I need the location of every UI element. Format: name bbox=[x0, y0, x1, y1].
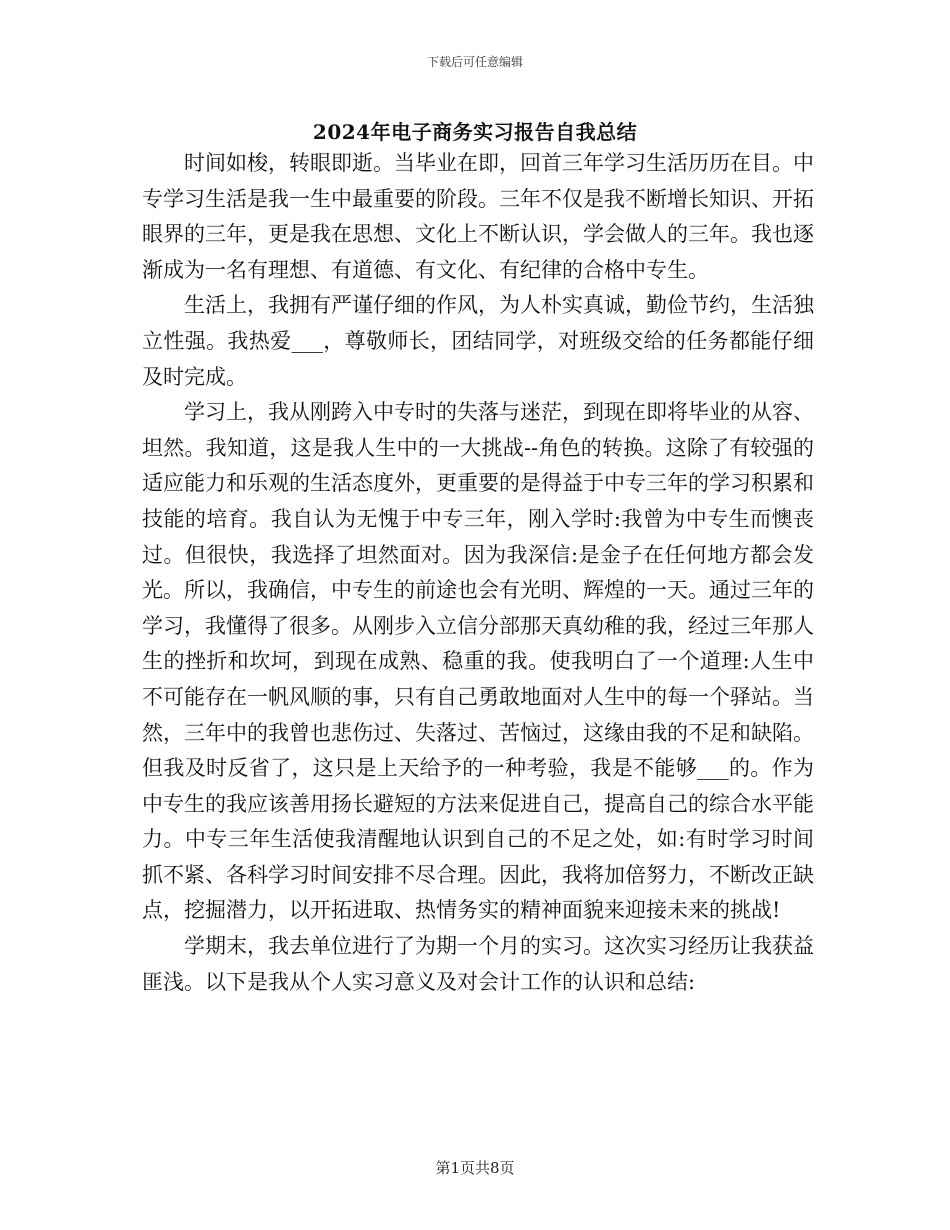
paragraph-study: 学习上，我从刚跨入中专时的失落与迷茫，到现在即将毕业的从容、坦然。我知道，这是我人生中的一大挑战--角色的转换。这除了有较强的适应能力和乐观的生活态度外，更重要的是得益于中专三年的学习积累和技能的培育。我自认为无愧于中专三年，刚入学时:我曾为中专生而懊丧过。但很快，我选择了坦然面对。因为我深信:是金子在任何地方都会发光。所以，我确信，中专生的前途也会有光明、辉煌的一天。通过三年的学习，我懂得了很多。从刚步入立信分部那天真幼稚的我，经过三年那人生的挫折和坎坷，到现在成熟、稳重的我。使我明白了一个道理:人生中不可能存在一帆风顺的事，只有自己勇敢地面对人生中的每一个驿站。当然，三年中的我曾也悲伤过、失落过、苦恼过，这缘由我的不足和缺陷。但我及时反省了，这只是上天给予的一种考验，我是不能够___的。作为中专生的我应该善用扬长避短的方法来促进自己，提高自己的综合水平能力。中专三年生活使我清醒地认识到自己的不足之处，如:有时学习时间抓不紧、各科学习时间安排不尽合理。因此，我将加倍努力，不断改正缺点，挖掘潜力，以开拓进取、热情务实的精神面貌来迎接未来的挑战! bbox=[142, 400, 814, 923]
paragraph-internship: 学期末，我去单位进行了为期一个月的实习。这次实习经历让我获益匪浅。以下是我从个人实习意义及对会计工作的认识和总结: bbox=[142, 934, 814, 994]
document-title: 2024年电子商务实习报告自我总结 bbox=[312, 120, 638, 144]
document-body bbox=[142, 146, 814, 1000]
paragraph-intro: 时间如梭，转眼即逝。当毕业在即，回首三年学习生活历历在目。中专学习生活是我一生中最重要的阶段。三年不仅是我不断增长知识、开拓眼界的三年，更是我在思想、文化上不断认识，学会做人的三年。我也逐渐成为一名有理想、有道德、有文化、有纪律的合格中专生。 bbox=[142, 151, 814, 282]
page-number: 第1页共8页 bbox=[435, 1159, 515, 1177]
paragraph-life: 生活上，我拥有严谨仔细的作风，为人朴实真诚，勤俭节约，生活独立性强。我热爱___，尊敬师长，团结同学，对班级交给的任务都能仔细及时完成。 bbox=[142, 293, 814, 389]
page-header-note: 下载后可任意编辑 bbox=[426, 55, 523, 69]
